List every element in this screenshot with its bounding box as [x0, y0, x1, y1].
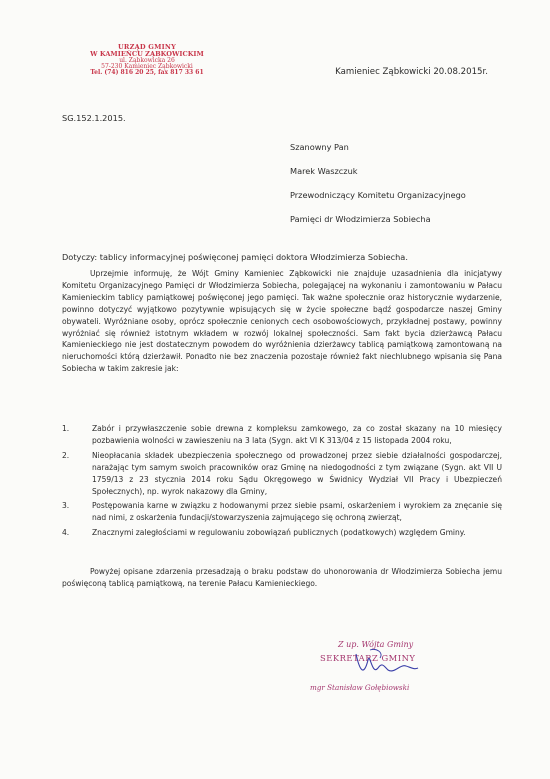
list-item-text: Nieopłacania składek ubezpieczenia społecznego od prowadzonej przez siebie działalności gospodarczej, narażając tym samym swoich pracowników oraz Gminę na niedogodności z tym związane (Sygn. akt VII U 1759/13 z 23 stycznia 2014 roku Sądu Okręgowego w Świdnicy Wydział VII Pracy i Ubezpieczeń Społecznych), np. wyrok nakazowy dla Gminy,	[92, 450, 502, 496]
list-item-number: 2.	[62, 450, 70, 460]
signature-line-1: Z up. Wójta Gminy	[338, 640, 414, 649]
recipient-name: Marek Waszczuk	[290, 166, 358, 176]
signature-line-2: SEKRETARZ GMINY	[320, 653, 416, 663]
subject-line: Dotyczy: tablicy informacyjnej poświęconej pamięci doktora Włodzimierza Sobiecha.	[62, 252, 408, 262]
recipient-block	[290, 135, 466, 231]
stamp-line-4: 57-230 Kamieniec Ząbkowicki	[101, 63, 193, 71]
stamp-line-5: Tel. (74) 816 20 25, fax 817 33 61	[90, 69, 204, 77]
list-item	[62, 450, 502, 498]
list-item-text: Znacznymi zaległościami w regulowaniu zobowiązań publicznych (podatkowych) względem Gminy.	[92, 528, 466, 538]
list-item-number: 3.	[62, 501, 70, 511]
reference-number: SG.152.1.2015.	[62, 113, 126, 123]
recipient-title-2: Pamięci dr Włodzimierza Sobiecha	[290, 214, 431, 224]
list-item-text: Zabór i przywłaszczenie sobie drewna z kompleksu zamkowego, za co został skazany na 10 miesięcy pozbawienia wolności w zawieszeniu na 3 lata (Sygn. akt VI K 313/04 z 15 listopada 2004 roku,	[92, 424, 502, 445]
signature-line-3: mgr Stanisław Gołębiowski	[310, 683, 410, 692]
list-item-number: 1.	[62, 424, 70, 433]
body-paragraph-2: Powyżej opisane zdarzenia przesadzają o braku podstaw do uhonorowania dr Włodzimierza Sobiecha jemu poświęconą tablicą pamiątkową, na terenie Pałacu Kamienieckiego.	[62, 567, 502, 588]
recipient-greeting: Szanowny Pan	[290, 142, 349, 152]
place-date: Kamieniec Ząbkowicki 20.08.2015r.	[335, 67, 488, 77]
incident-list	[62, 423, 502, 542]
body-paragraph-1: Uprzejmie informuję, że Wójt Gminy Kamieniec Ząbkowicki nie znajduje uzasadnienia dla inicjatywy Komitetu Organizacyjnego Pamięci dr Włodzimierza Sobiecha, polegającej na wykonaniu i zamontowaniu w Pałacu Kamienieckim tablicy pamiątkowej poświęconej jego pamięci. Tak ważne społecznie oraz historycznie wydarzenie, powinno dotyczyć wyjątkowo pozytywnie wpisujących się w życie społeczne bądź gospodarcze naszej Gminy obywateli. Wyróżniane osoby, oprócz społecznie cenionych cech osobowościowych, przykładnej postawy, powinny wyróżniać się również istotnym wkładem w rozwój lokalnej społeczności. Sam fakt bycia dzierżawcą Pałacu Kamienieckiego nie jest dostatecznym powodem do wyróżnienia dzierżawcy tablicą pamiątkową zamontowaną na nieruchomości którą dzierżawił. Ponadto nie bez znaczenia pozostaje również fakt niechlubnego wpisania się Pana Sobiecha w takim zakresie jak:	[62, 269, 502, 374]
list-item-text: Postępowania karne w związku z hodowanymi przez siebie psami, oskarżeniem i wyrokiem za znęcanie się nad nimi, z oskarżenia fundacji/stowarzyszenia zajmującego się ochroną zwierząt,	[92, 501, 502, 523]
stamp-line-3: ul. Ząbkowicka 26	[119, 56, 175, 64]
list-item	[62, 423, 502, 447]
handwritten-signature	[350, 646, 420, 682]
office-stamp	[72, 44, 222, 77]
list-item	[62, 527, 502, 539]
signature-stamp	[310, 640, 490, 700]
recipient-title: Przewodniczący Komitetu Organizacyjnego	[290, 190, 466, 200]
list-item	[62, 500, 502, 524]
stamp-line-2: W KAMIEŃCU ZĄBKOWICKIM	[90, 49, 204, 58]
list-item-number: 4.	[62, 528, 70, 538]
stamp-line-1: URZĄD GMINY	[117, 43, 177, 51]
